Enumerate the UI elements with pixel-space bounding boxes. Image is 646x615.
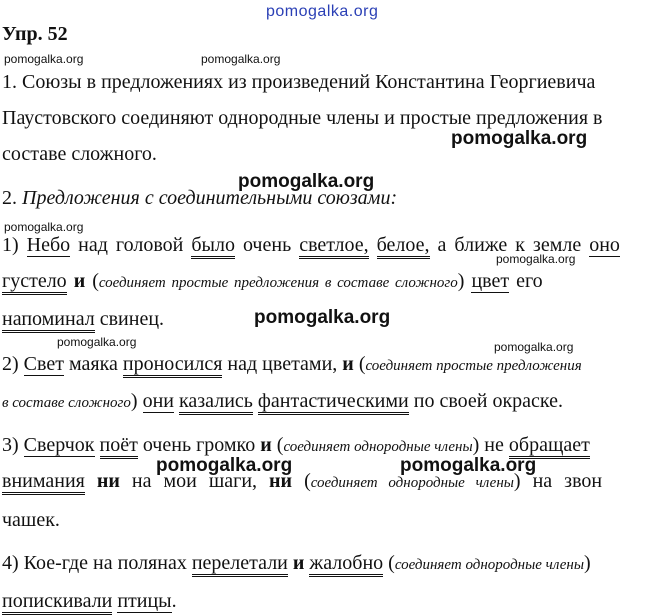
subject-word: птицы [117, 590, 172, 612]
sentence-4-line [2, 589, 177, 613]
section-heading-text: Предложения с соединительными союзами: [22, 187, 398, 209]
explanation-note: в составе сложного [2, 395, 131, 411]
p1-line: составе сложного. [2, 143, 157, 165]
sentence-number: 3) [2, 434, 19, 456]
watermark: pomogalka.org [400, 455, 537, 476]
predicate-word: поёт [100, 434, 138, 459]
page-title: Упр. 52 [2, 23, 68, 45]
predicate-word: обращает [509, 434, 590, 459]
text: чашек. [2, 509, 60, 531]
predicate-word: попискивали [2, 590, 112, 615]
explanation-note: соединяет однородные члены [283, 439, 473, 455]
watermark: pomogalka.org [238, 171, 375, 192]
text: на мои шаги, [131, 470, 258, 492]
subject-word: они [142, 390, 174, 412]
predicate-word: казались [179, 390, 253, 415]
explanation-note: соединяет однородные члены [394, 557, 584, 573]
sentence-number: 4) [2, 552, 19, 574]
conjunction: и [342, 353, 354, 375]
text: его [516, 270, 543, 292]
section-number: 2. [2, 187, 17, 209]
subject-word: цвет [471, 270, 510, 292]
text: очень [242, 234, 292, 256]
text: над головой [78, 234, 184, 256]
sentence-4-line: 4) Кое-где на полянах перелетали и жалобно (соединяет однородные члены) [2, 551, 591, 577]
predicate-word: белое, [377, 234, 430, 259]
subject-word: Свет [23, 353, 64, 375]
text: свинец. [99, 308, 165, 330]
predicate-word: жалобно [309, 552, 383, 577]
sentence-1-line [2, 307, 164, 331]
p1-line: 1. Союзы в предложениях из произведений Константина Георгиевича [2, 71, 596, 93]
watermark: pomogalka.org [451, 128, 588, 149]
text: . [171, 590, 177, 612]
text: Кое-где на полянах [23, 552, 187, 574]
predicate-word: светлое, [299, 234, 368, 259]
sentence-number: 2) [2, 353, 19, 375]
header-watermark[interactable]: pomogalka.org [266, 3, 379, 20]
explanation-note: соединяет однородные члены [310, 475, 514, 491]
subject-word: оно [589, 234, 620, 256]
sentence-3-line: внимания ни на мои шаги, ни (соединяет однородные члены) на звон [2, 469, 602, 495]
watermark: pomogalka.org [201, 52, 281, 66]
section-heading [2, 186, 397, 210]
predicate-word: проносился [123, 353, 223, 378]
text: над цветами, [227, 353, 338, 375]
conjunction: ни [269, 470, 293, 492]
text: не [484, 434, 504, 456]
sentence-3-line [2, 508, 60, 532]
watermark: pomogalka.org [57, 335, 137, 349]
conjunction: и [73, 270, 86, 292]
text: очень громко [142, 434, 256, 456]
conjunction: ни [96, 470, 120, 492]
watermark: pomogalka.org [4, 220, 84, 234]
text: по своей окраске. [413, 390, 564, 412]
text: маяка [68, 353, 118, 375]
sentence-1-line: густело и (соединяет простые предложения в составе сложного) цвет его [2, 269, 543, 295]
sentence-2-line: 2) Свет маяка проносился над цветами, и (соединяет простые предложения [2, 352, 582, 378]
text: на звон [532, 470, 603, 492]
predicate-word: густело [2, 270, 67, 295]
predicate-word: было [191, 234, 235, 259]
watermark: pomogalka.org [494, 340, 574, 354]
explanation-note: соединяет простые предложения в составе сложного [98, 275, 458, 291]
sentence-number: 1) [2, 234, 19, 256]
text: а ближе к земле [437, 234, 582, 256]
watermark: pomogalka.org [4, 52, 84, 66]
predicate-word: напоминал [2, 308, 95, 333]
predicate-word: перелетали [192, 552, 288, 577]
conjunction: и [292, 552, 305, 574]
watermark: pomogalka.org [496, 252, 576, 266]
p1-line: Паустовского соединяют однородные члены и простые предложения в [2, 107, 603, 129]
sentence-1-line [2, 233, 620, 257]
subject-word: Сверчок [23, 434, 95, 456]
conjunction: и [260, 434, 272, 456]
watermark: pomogalka.org [156, 455, 293, 476]
sentence-3-line: 3) Сверчок поёт очень громко и (соединяет однородные члены) не обращает [2, 433, 590, 459]
sentence-2-line: в составе сложного) они казались фантастическими по своей окраске. [2, 389, 563, 415]
subject-word: Небо [26, 234, 71, 256]
predicate-word: фантастическими [258, 390, 409, 415]
watermark: pomogalka.org [254, 307, 391, 328]
explanation-note: соединяет простые предложения [365, 358, 582, 374]
predicate-word: внимания [2, 470, 85, 495]
